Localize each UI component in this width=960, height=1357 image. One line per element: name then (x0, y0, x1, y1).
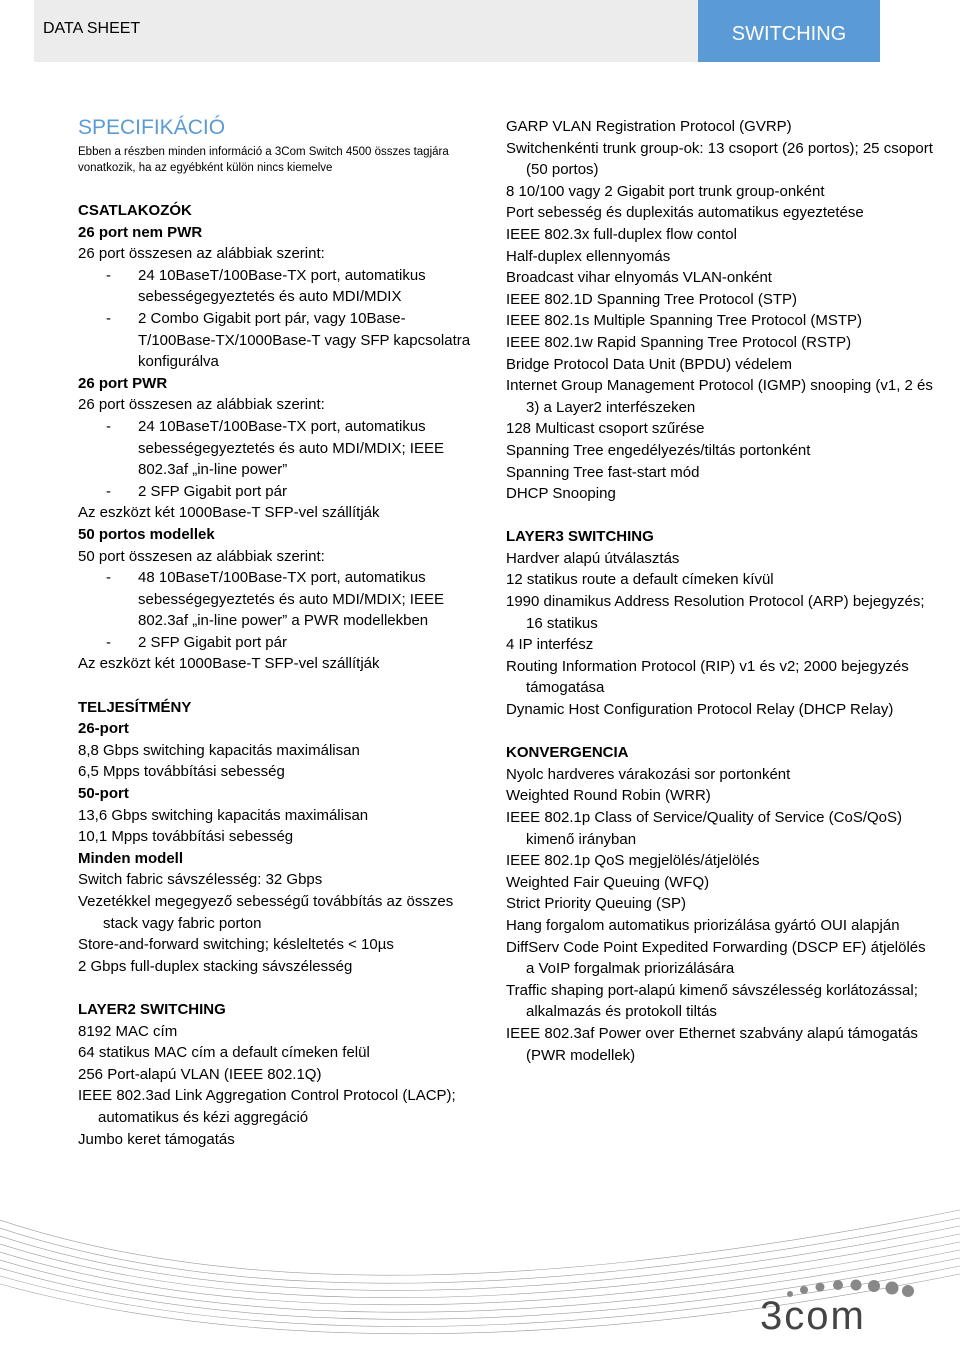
text-line: Half-duplex ellennyomás (506, 247, 671, 265)
text-line: IEEE 802.3x full-duplex flow contol (506, 225, 737, 243)
text-line: Vezetékkel megegyező sebességű továbbítás az összes stack vagy fabric porton (78, 893, 454, 932)
text-line: 12 statikus route a default címeken kívül (506, 571, 774, 589)
page-title: SPECIFIKÁCIÓ (78, 116, 226, 139)
header-bar (34, 0, 880, 62)
category-tab: SWITCHING (698, 0, 880, 62)
text-line: 26 port összesen az alábbiak szerint: (78, 245, 325, 263)
text-line: Strict Priority Queuing (SP) (506, 895, 687, 913)
text-line: Hardver alapú útválasztás (506, 549, 680, 567)
text-line: 8192 MAC cím (78, 1022, 178, 1040)
text-line: IEEE 802.1p QoS megjelölés/átjelölés (506, 852, 760, 870)
text-line: GARP VLAN Registration Protocol (GVRP) (506, 118, 792, 135)
text-line: Store-and-forward switching; késleltetés < 10µs (78, 936, 394, 954)
text-line: IEEE 802.3af Power over Ethernet szabvány alapú támogatás (PWR modellek) (506, 1024, 918, 1064)
text-line: Internet Group Management Protocol (IGMP) snooping (v1, 2 és 3) a Layer2 interfészeken (506, 377, 933, 416)
right-column (506, 116, 936, 1066)
text-line: IEEE 802.1w Rapid Spanning Tree Protocol (RSTP) (506, 333, 852, 351)
text-line: 10,1 Mpps továbbítási sebesség (78, 828, 294, 846)
text-line: IEEE 802.1s Multiple Spanning Tree Protocol (MSTP) (506, 312, 863, 330)
text-line: Dynamic Host Configuration Protocol Relay (DHCP Relay) (506, 701, 894, 719)
list-item: - 24 10BaseT/100Base-TX port, automatikus sebességegyeztetés és auto MDI/MDIX (106, 266, 426, 306)
subheading-50-port: 50 portos modellek (78, 525, 215, 543)
text-line: Routing Information Protocol (RIP) v1 és v2; 2000 bejegyzés támogatása (506, 657, 909, 697)
3com-logo-text: 3com (760, 1294, 866, 1338)
text-line: Switch fabric sávszélesség: 32 Gbps (78, 871, 323, 889)
text-line: Weighted Round Robin (WRR) (506, 787, 711, 805)
subheading-26-nopwr: 26 port nem PWR (78, 223, 203, 241)
text-line: Weighted Fair Queuing (WFQ) (506, 873, 710, 891)
text-line: 13,6 Gbps switching kapacitás maximálisan (78, 806, 369, 824)
text-line: Port sebesség és duplexitás automatikus egyeztetése (506, 204, 864, 222)
intro-text: Ebben a részben minden információ a 3Com Switch 4500 összes tagjára vonatkozik, ha az egyébként külön nincs kiemelve (78, 146, 449, 174)
list-item: - 48 10BaseT/100Base-TX port, automatikus sebességegyeztetés és auto MDI/MDIX; IEEE 802.3af „in-line power” a PWR modellekben (106, 569, 444, 630)
text-line: 8,8 Gbps switching kapacitás maximálisan (78, 741, 360, 759)
list-item: - 2 SFP Gigabit port pár (106, 482, 287, 500)
text-line: Spanning Tree engedélyezés/tiltás portonként (506, 441, 811, 459)
section-heading-performance: TELJESÍTMÉNY (78, 698, 192, 716)
text-line: Az eszközt két 1000Base-T SFP-vel szállítják (78, 504, 380, 522)
subheading-26-pwr: 26 port PWR (78, 374, 168, 392)
subheading-50-port-perf: 50-port (78, 785, 129, 803)
subheading-all-models: Minden modell (78, 849, 183, 867)
list-item: - 2 Combo Gigabit port pár, vagy 10Base-T/100Base-TX/1000Base-T vagy SFP kapcsolatra konfigurálva (106, 309, 471, 371)
text-line: Spanning Tree fast-start mód (506, 463, 700, 481)
doc-type-label: DATA SHEET (43, 20, 141, 37)
text-line: IEEE 802.1p Class of Service/Quality of Service (CoS/QoS) kimenő irányban (506, 809, 902, 848)
subheading-26-port: 26-port (78, 720, 129, 738)
text-line: Broadcast vihar elnyomás VLAN-onként (506, 269, 772, 287)
text-line: 256 Port-alapú VLAN (IEEE 802.1Q) (78, 1065, 322, 1083)
section-heading-layer2: LAYER2 SWITCHING (78, 1000, 226, 1018)
text-line: 50 port összesen az alábbiak szerint: (78, 547, 325, 565)
text-line: Switchenkénti trunk group-ok: 13 csoport (26 portos); 25 csoport (50 portos) (506, 139, 933, 179)
text-line: IEEE 802.1D Spanning Tree Protocol (STP) (506, 290, 797, 308)
text-line: Bridge Protocol Data Unit (BPDU) védelem (506, 355, 792, 373)
left-column (78, 116, 478, 1150)
text-line: Jumbo keret támogatás (78, 1130, 235, 1148)
list-item: - 24 10BaseT/100Base-TX port, automatikus sebességegyeztetés és auto MDI/MDIX; IEEE 802.3af „in-line power” (106, 417, 444, 479)
text-line: 2 Gbps full-duplex stacking sávszélesség (78, 957, 353, 975)
section-heading-connectors: CSATLAKOZÓK (78, 202, 192, 219)
text-line: 64 statikus MAC cím a default címeken felül (78, 1044, 370, 1062)
text-line: Nyolc hardveres várakozási sor portonként (506, 765, 791, 783)
section-heading-convergence: KONVERGENCIA (506, 744, 629, 762)
text-line: 4 IP interfész (506, 636, 594, 654)
text-line: IEEE 802.3ad Link Aggregation Control Protocol (LACP); automatikus és kézi aggregáció (78, 1087, 456, 1126)
text-line: 6,5 Mpps továbbítási sebesség (78, 763, 285, 781)
text-line: Hang forgalom automatikus priorizálása gyártó OUI alapján (506, 916, 900, 934)
list-item: - 2 SFP Gigabit port pár (106, 633, 287, 651)
section-heading-layer3: LAYER3 SWITCHING (506, 528, 654, 546)
text-line: 128 Multicast csoport szűrése (506, 420, 705, 438)
text-line: 8 10/100 vagy 2 Gigabit port trunk group-onként (506, 182, 825, 200)
text-line: Az eszközt két 1000Base-T SFP-vel szállítják (78, 655, 380, 673)
3com-logo (750, 1278, 930, 1340)
text-line: DHCP Snooping (506, 485, 616, 503)
text-line: 1990 dinamikus Address Resolution Protocol (ARP) bejegyzés; 16 statikus (506, 593, 925, 632)
text-line: DiffServ Code Point Expedited Forwarding (DSCP EF) átjelölés a VoIP forgalmak priorizálására (506, 938, 926, 978)
text-line: 26 port összesen az alábbiak szerint: (78, 396, 325, 414)
text-line: Traffic shaping port-alapú kimenő sávszélesség korlátozással; alkalmazás és protokoll tiltás (506, 981, 918, 1021)
